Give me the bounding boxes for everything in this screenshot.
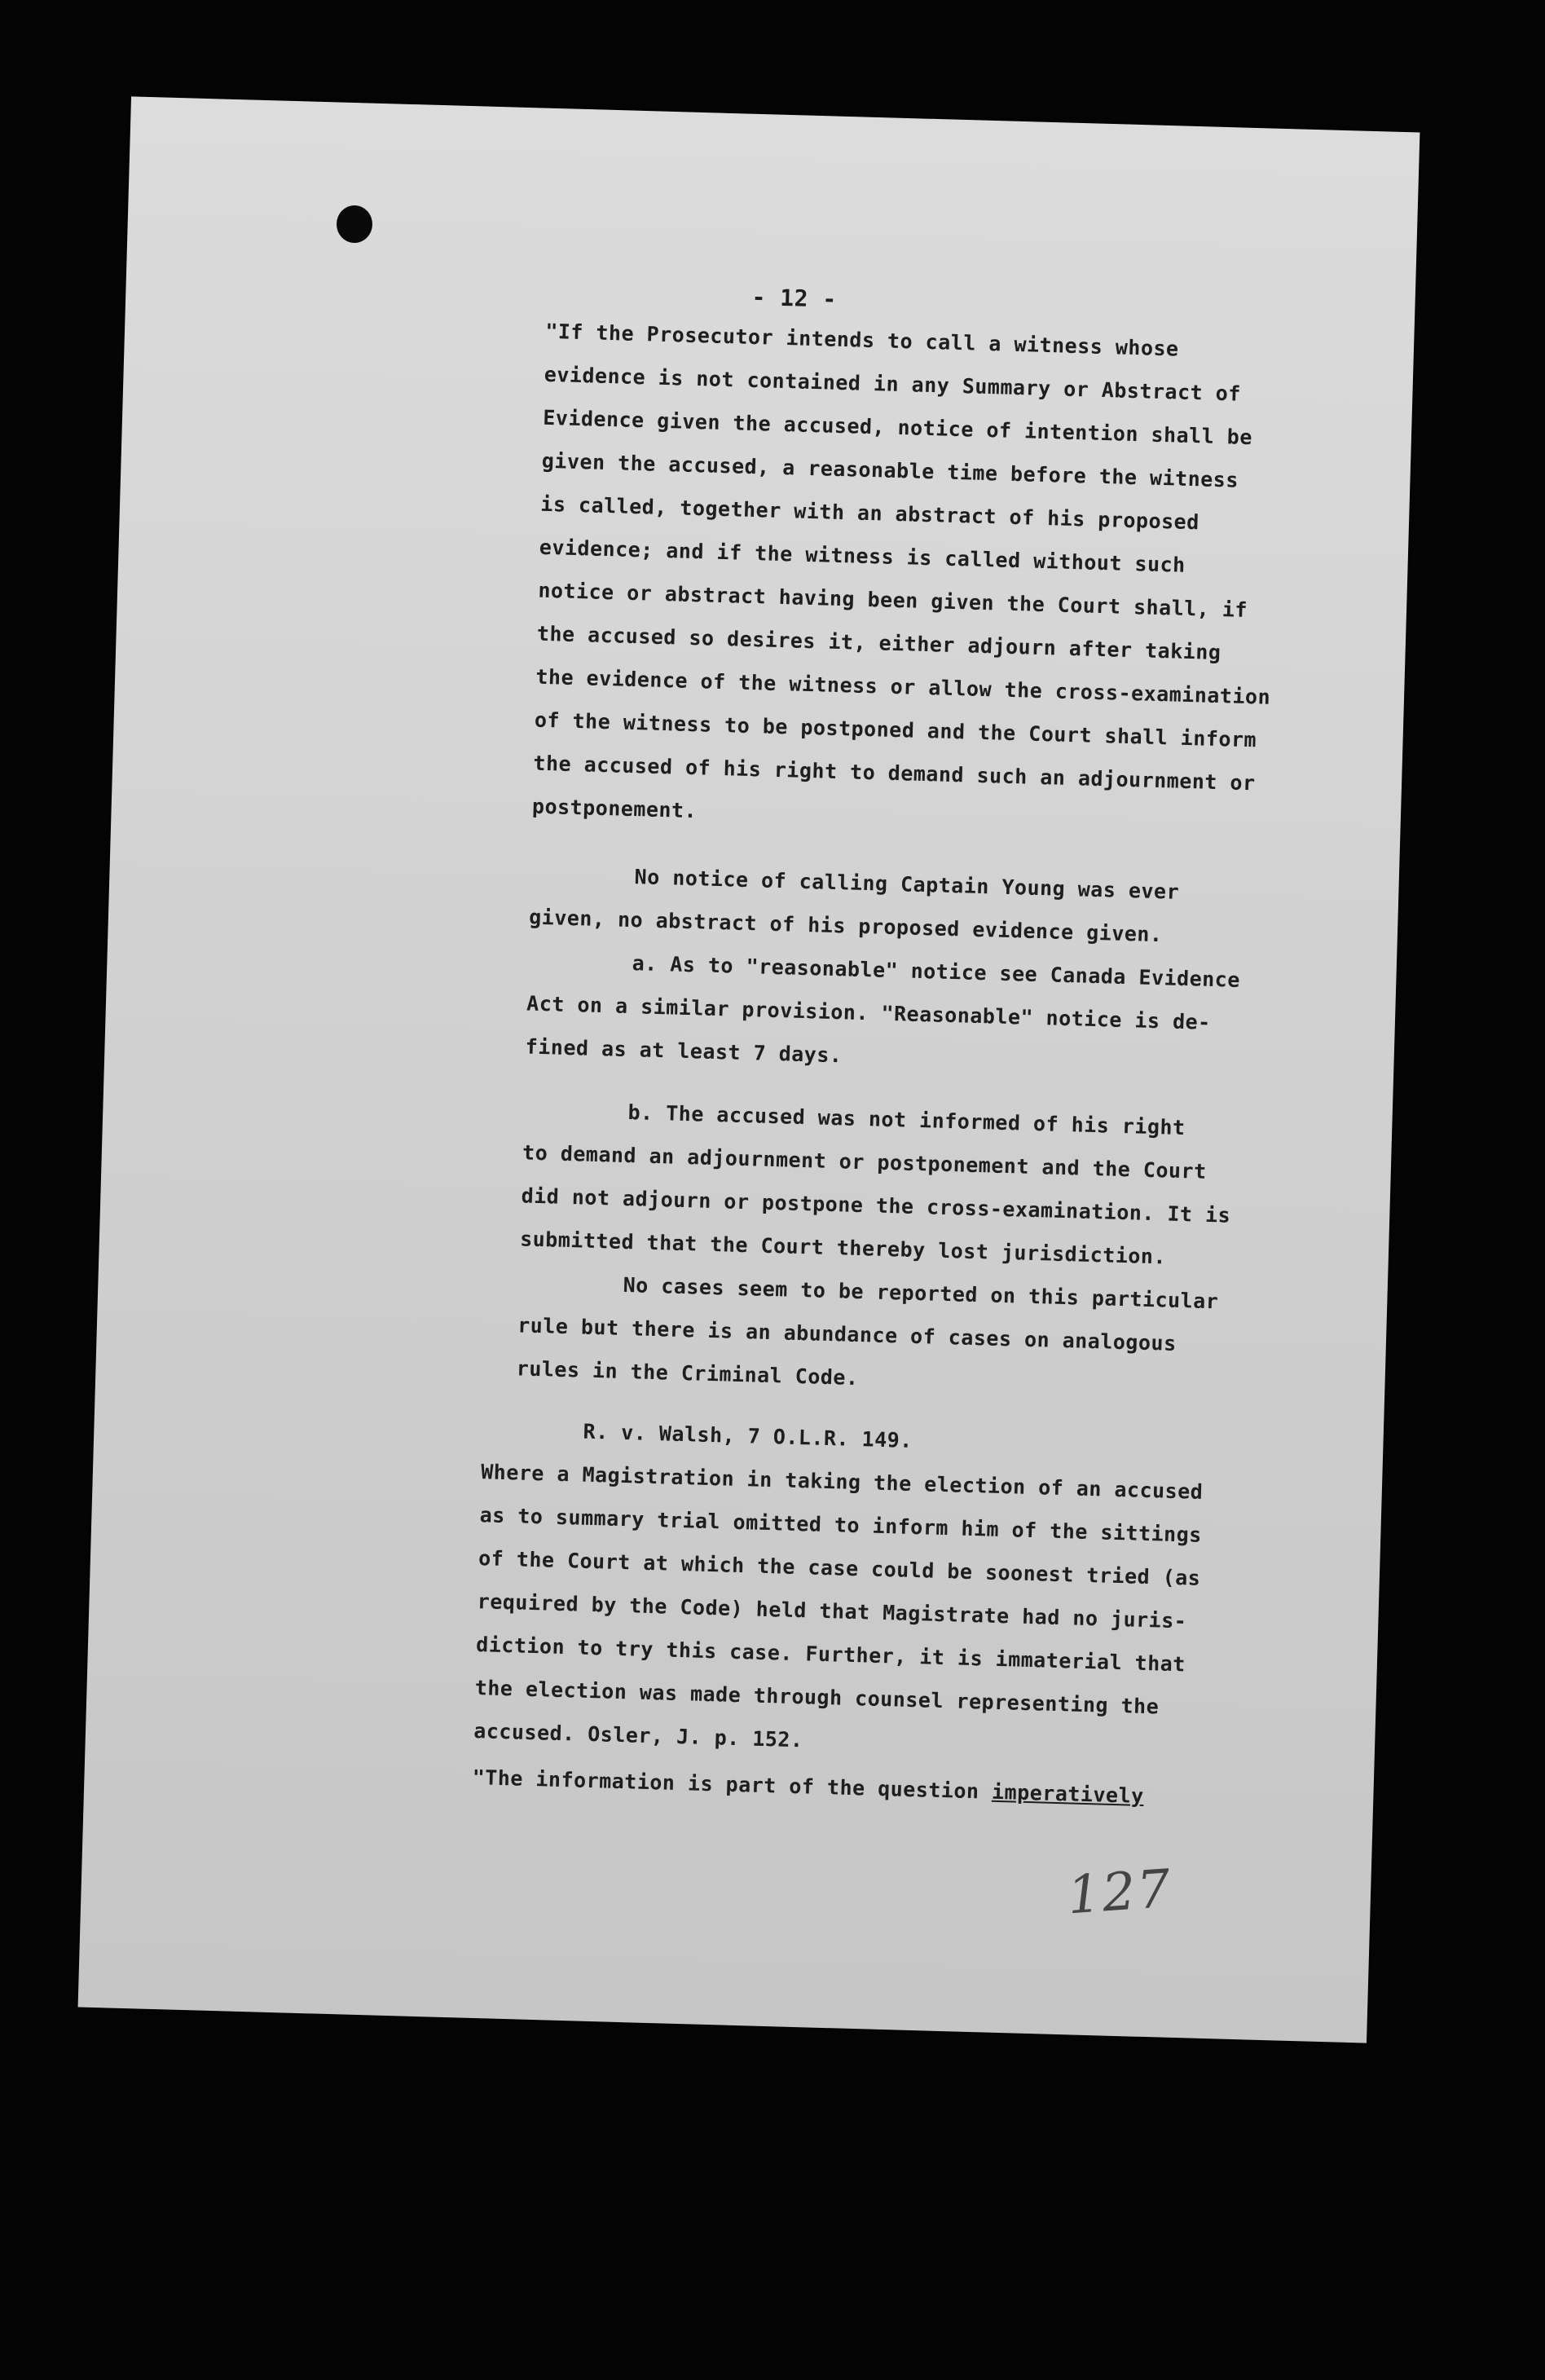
page-number: - 12 - [751, 283, 838, 313]
quote-line: the accused of his right to demand such an adjournment or [533, 751, 1257, 796]
case-summary-line: as to summary trial omitted to inform him of the sittings [479, 1503, 1203, 1547]
point-a-line: a. As to "reasonable" notice see Canada Evidence [632, 951, 1241, 992]
quote-line: of the witness to be postponed and the Court shall inform [534, 707, 1257, 752]
final-line-text: "The information is part of the question [472, 1765, 993, 1804]
quote-line: given the accused, a reasonable time before the witness [541, 448, 1239, 492]
quote-line: notice or abstract having been given the Court shall, if [538, 578, 1248, 622]
final-line-emphasis: imperatively [991, 1779, 1145, 1809]
cases-line: rule but there is an abundance of cases on analogous [517, 1313, 1177, 1355]
quote-line: is called, together with an abstract of his proposed [539, 491, 1200, 535]
point-b-line: did not adjourn or postpone the cross-examination. It is [521, 1183, 1231, 1227]
quote-line: "If the Prosecutor intends to call a witness whose [544, 319, 1179, 361]
point-a-line: Act on a similar provision. "Reasonable" notice is de- [526, 991, 1212, 1034]
case-summary-line: accused. Osler, J. p. 152. [473, 1719, 803, 1752]
final-line [472, 1765, 1145, 1809]
case-summary-line: required by the Code) held that Magistrate had no juris- [477, 1589, 1187, 1633]
point-b-line: b. The accused was not informed of his right [627, 1100, 1186, 1140]
point-b-line: to demand an adjournment or postponement and the Court [522, 1140, 1208, 1183]
notice-line: given, no abstract of his proposed evidence given. [528, 905, 1163, 947]
case-summary-line: of the Court at which the case could be soonest tried (as [478, 1546, 1201, 1590]
case-summary-line: Where a Magistration in taking the election of an accused [480, 1460, 1204, 1504]
handwritten-page-annotation: 127 [1065, 1858, 1174, 1927]
quote-line: the evidence of the witness or allow the cross-examination [535, 664, 1271, 709]
case-summary-line: diction to try this case. Further, it is immaterial that [475, 1633, 1186, 1677]
cases-line: rules in the Criminal Code. [516, 1356, 859, 1391]
case-citation: R. v. Walsh, 7 O.L.R. 149. [583, 1419, 913, 1452]
quote-line: postponement. [531, 794, 698, 823]
quote-line: the accused so desires it, either adjourn after taking [536, 621, 1221, 665]
quote-line: evidence is not contained in any Summary or Abstract of [544, 362, 1242, 406]
cases-line: No cases seem to be reported on this particular [623, 1272, 1219, 1314]
notice-line: No notice of calling Captain Young was ever [634, 865, 1180, 904]
point-a-line: fined as at least 7 days. [525, 1034, 843, 1068]
quote-line: evidence; and if the witness is called without such [539, 535, 1186, 577]
case-summary-line: the election was made through counsel representing the [474, 1676, 1160, 1719]
quote-line: Evidence given the accused, notice of intention shall be [542, 405, 1253, 450]
point-b-line: submitted that the Court thereby lost jurisdiction. [519, 1227, 1167, 1269]
